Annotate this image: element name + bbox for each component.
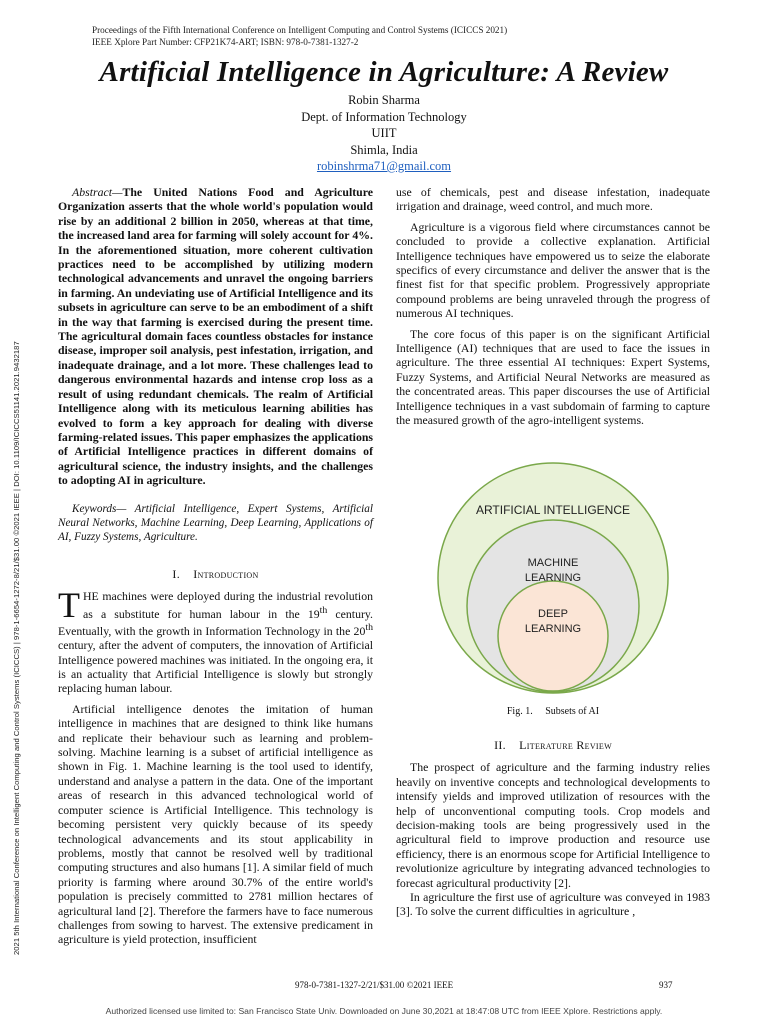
col2-paragraph-2: Agriculture is a vigorous field where circumstances cannot be concluded to provide a collective explanation. Artificial Intelligence techniques have empowered us to seize the elaborate specifics of every circumstance and deliver the answer that is the finest fist for that specific problem. Progressively appropriate compound problems are being unraveled through the progress of numerous AI techniques. [396,219,710,321]
abstract-text: The United Nations Food and Agriculture Organization asserts that the whole world's population would rise by an additional 2 billion in 2050, whereas at that time, the increased land area for farming will solely account for 4%. In the aforementioned situation, more coherent cultivation practices need to be accomplished by utilizing modern technological advancements and unravel the ongoing barriers in farming. An undeviating use of Artificial Intelligence and its subsets in agriculture can serve to be an embodiment of a shift in the way that farming is exercised during the present time. The agricultural domain faces countless obstacles for instance disease, improper soil analysis, pest infestation, irrigation, and inadequate drainage, and a lot more. These challenges lead to dangerous environmental hazards and intense crop loss as a result of using redundant chemicals. The realm of Artificial Intelligence along with its meticulous learning abilities has evolved to form a key approach for dealing with diverse farming-related issues. This paper emphasizes the applications of Artificial Intelligence practices in different domains of agricultural science, the industry insights, and the challenges to adopting AI in agriculture. [58,185,373,488]
col2-paragraph-1: use of chemicals, pest and disease infestation, inadequate irrigation and drainage, weed control, and much more. [396,185,710,214]
dl-label-2: LEARNING [524,623,582,635]
keywords: Keywords— Artificial Intelligence, Expert Systems, Artificial Neural Networks, Machine Learning, Deep Learning, Applications of AI, Fuzzy Systems, Agriculture. [58,502,373,544]
abstract-lead: Abstract— [72,185,123,199]
proceedings-line: Proceedings of the Fifth International Conference on Intelligent Computing and Control Systems (ICICCS 2021) [92,25,508,35]
ml-label-2: LEARNING [524,572,582,584]
superscript: th [319,604,328,616]
author-city: Shimla, India [350,142,418,157]
section-number: I. [172,566,181,581]
sidebar-citation-text: 2021 5th International Conference on Intelligent Computing and Control Systems (ICICCS) | 978-1-6654-1272-8/21/$31.00 ©2021 IEEE | DOI: 10.1109/ICICCS51141.2021.9432187 [12,341,21,955]
intro-text-b: century. Eventually, with the growth in Information Technology in the 20 [58,606,373,638]
abstract [58,185,373,488]
lit-paragraph-2: In agriculture the first use of agriculture was conveyed in 1983 [3]. To solve the current difficulties in agriculture , [396,890,710,919]
literature-review-block [396,738,710,919]
license-notice: Authorized licensed use limited to: San Francisco State Univ. Downloaded on June 30,2021 at 18:47:08 UTC from IEEE Xplore. Restrictions apply. [105,1006,663,1016]
ai-subsets-diagram [428,462,678,702]
col2-paragraph-3: The core focus of this paper is on the significant Artificial Intelligence (AI) techniques that are used to face the issues in agriculture. The three essential AI techniques: Expert Systems, Fuzzy Systems, and Artificial Neural Networks are measured as the concentrated areas. This paper discourses the use of Artificial Intelligence techniques in a vast subdomain of farming to capture the measured growth of the agro-intelligent systems. [396,326,710,428]
author-name: Robin Sharma [348,93,420,107]
section-title: Introduction [193,566,259,581]
left-column [58,185,373,947]
paper-title: Artificial Intelligence in Agriculture: A Review [99,56,669,88]
page-number: 937 [659,980,673,990]
section-heading-introduction [58,567,373,581]
intro-paragraph-2: Artificial intelligence denotes the imitation of human intelligence in machines that are designed to think like humans and replicate their behaviour such as learning and problem-solving. Machine learning is a subset of artificial intelligence as shown in Fig. 1. Machine learning is the tool used to identify, understand and analyse a pattern in the data. One of the important areas of research in this advanced technological world of computer science is Artificial Intelligence. This technology is becoming persistent very quickly because of its speedy technological advancements and its stout applicability in problems, mostly that cannot be resolved well by traditional computing structures and also humans [1]. A similar field of much priority is farming where around 30.7% of the entire world's population is precisely committed to 2781 million hectares of agricultural land [2]. Therefore the farmers have to face numerous challenges from sowing to harvest. The extensive predicament in agriculture is yield protection, insufficient [58,701,373,947]
lit-paragraph-1: The prospect of agriculture and the farming industry relies heavily on inventive concepts and technological developments to intensify yields and improved utilization of resources with the help of unconventional computing tools. Crop models and decision-making tools are being progressively used in the agricultural field to improve production and resource use efficiency, there is an enormous scope for Artificial Intelligence to revolutionize agriculture by integrating advanced technologies to forecast agricultural productivity [2]. [396,760,710,890]
ai-label: ARTIFICIAL INTELLIGENCE [475,503,631,517]
ml-label-1: MACHINE [527,557,579,569]
footer-isbn: 978-0-7381-1327-2/21/$31.00 ©2021 IEEE [295,980,454,990]
author-dept: Dept. of Information Technology [301,109,467,124]
drop-cap: T [58,585,80,626]
xplore-line: IEEE Xplore Part Number: CFP21K74-ART; ISBN: 978-0-7381-1327-2 [92,37,359,47]
intro-text-a: HE machines were deployed during the industrial revolution as a substitute for human labour in the 19 [83,589,373,621]
intro-text-c: century, after the advent of computers, the innovation of Artificial Intelligence powered machines was initiated. In the ongoing era, it is an actuality that Artificial Intelligence is slowly but strongly replacing human labour. [58,638,373,696]
intro-paragraph-1 [58,585,373,696]
superscript: th [365,621,373,633]
section-title: Literature Review [519,738,612,752]
author-block [0,92,768,175]
section-heading-literature-review [396,738,710,752]
figure-caption: Fig. 1. Subsets of AI [506,706,600,717]
author-email-link[interactable]: robinshrma71@gmail.com [316,159,452,173]
dl-label-1: DEEP [538,608,568,620]
section-number: II. [494,738,506,752]
author-inst: UIIT [371,126,397,140]
proceedings-header [92,24,507,48]
dl-inner-circle [498,581,608,691]
right-column [396,185,710,428]
